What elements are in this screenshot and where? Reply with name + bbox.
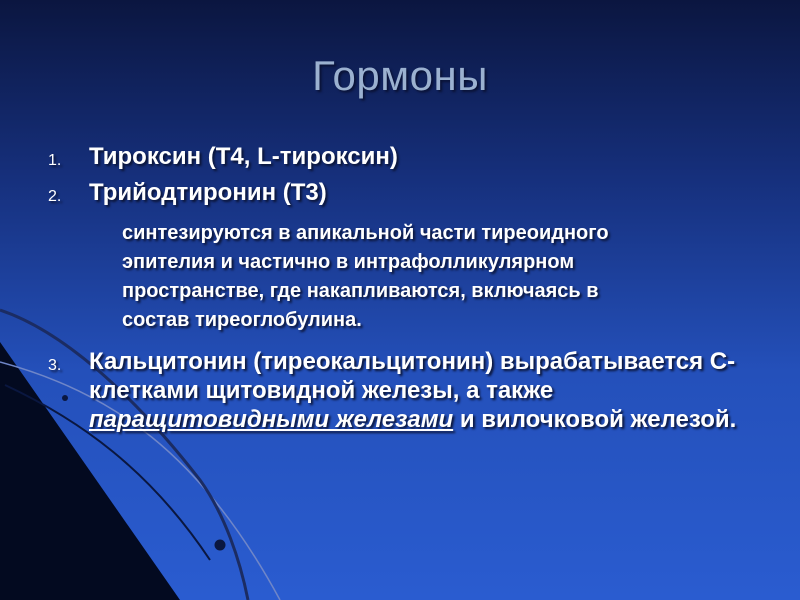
list-number: 1. [48, 152, 62, 169]
list-item-text: Трийодтиронин (Т3) [89, 179, 327, 206]
list-item-text: Тироксин (Т4, L-тироксин) [89, 143, 398, 170]
list-item [48, 347, 768, 434]
list-item-text-after: и вилочковой железой. [453, 406, 737, 433]
list-number: 3. [48, 357, 62, 374]
list-item-text-before: Кальцитонин (тиреокальцитонин) вырабатывается С-клетками щитовидной железы, а также [89, 348, 736, 404]
slide-title: Гормоны [312, 52, 488, 99]
list-number: 2. [48, 188, 62, 205]
list-item [48, 178, 768, 335]
list-item [48, 142, 768, 171]
list-item-detail: синтезируются в апикальной части тиреоидного эпителия и частично в интрафолликулярном пространстве, где накапливаются, включаясь в состав тиреоглобулина. [122, 222, 609, 331]
decor-dot-1 [215, 540, 226, 551]
hormone-list [48, 142, 768, 434]
highlighted-term: паращитовидными железами [89, 406, 454, 433]
